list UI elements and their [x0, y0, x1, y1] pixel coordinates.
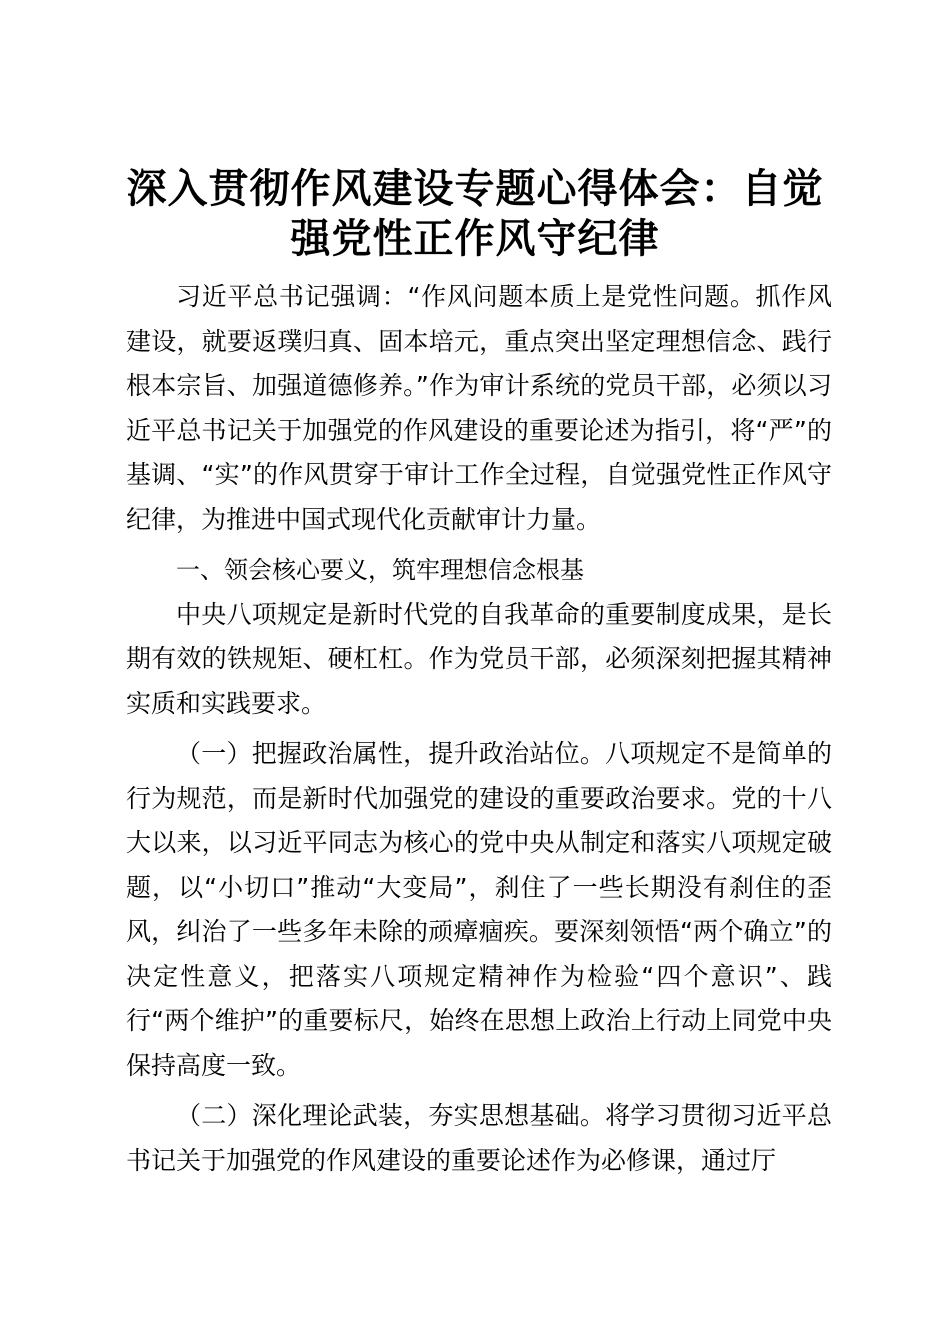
- title-line-2: 强党性正作风守纪律: [290, 216, 660, 262]
- subsection-1-paragraph: [126, 732, 832, 1088]
- section-heading-1: 一、领会核心要义，筑牢理想信念根基: [176, 556, 584, 584]
- document-title: [110, 164, 840, 264]
- title-line-1: 深入贯彻作风建设专题心得体会：自觉: [126, 166, 824, 212]
- section-1-paragraph: 中央八项规定是新时代党的自我革命的重要制度成果，是长期有效的铁规矩、硬杠杠。作为党员干部，必须深刻把握其精神实质和实践要求。: [126, 599, 832, 718]
- intro-paragraph: 习近平总书记强调：“作风问题本质上是党性问题。抓作风建设，就要返璞归真、固本培元，重点突出坚定理想信念、践行根本宗旨、加强道德修养。”作为审计系统的党员干部，必须以习近平总书记关于加强党的作风建设的重要论述为指引，将“严”的基调、“实”的作风贯穿于审计工作全过程，自觉强党性正作风守纪律，为推进中国式现代化贡献审计力量。: [126, 282, 832, 534]
- document-body: [126, 275, 832, 1183]
- subsection-1-text: 八项规定不是简单的行为规范，而是新时代加强党的建设的重要政治要求。党的十八大以来，以习近平同志为核心的党中央从制定和落实八项规定破题，以“小切口”推动“大变局”，刹住了一些长期没有刹住的歪风，纠治了一些多年未除的顽瘴痼疾。要深刻领悟“两个确立”的决定性意义，把落实八项规定精神作为检验“四个意识”、践行“两个维护”的重要标尺，始终在思想上政治上行动上同党中央保持高度一致。: [126, 739, 832, 1080]
- subsection-2-paragraph: [126, 1094, 832, 1183]
- subsection-1-lead: （一）把握政治属性，提升政治站位。: [176, 739, 606, 768]
- subsection-2-lead: （二）深化理论武装，夯实思想基础。: [176, 1101, 606, 1130]
- subsection-2-text: 将学习贯彻习近平总书记关于加强党的作风建设的重要论述作为必修课，通过厅: [126, 1101, 832, 1175]
